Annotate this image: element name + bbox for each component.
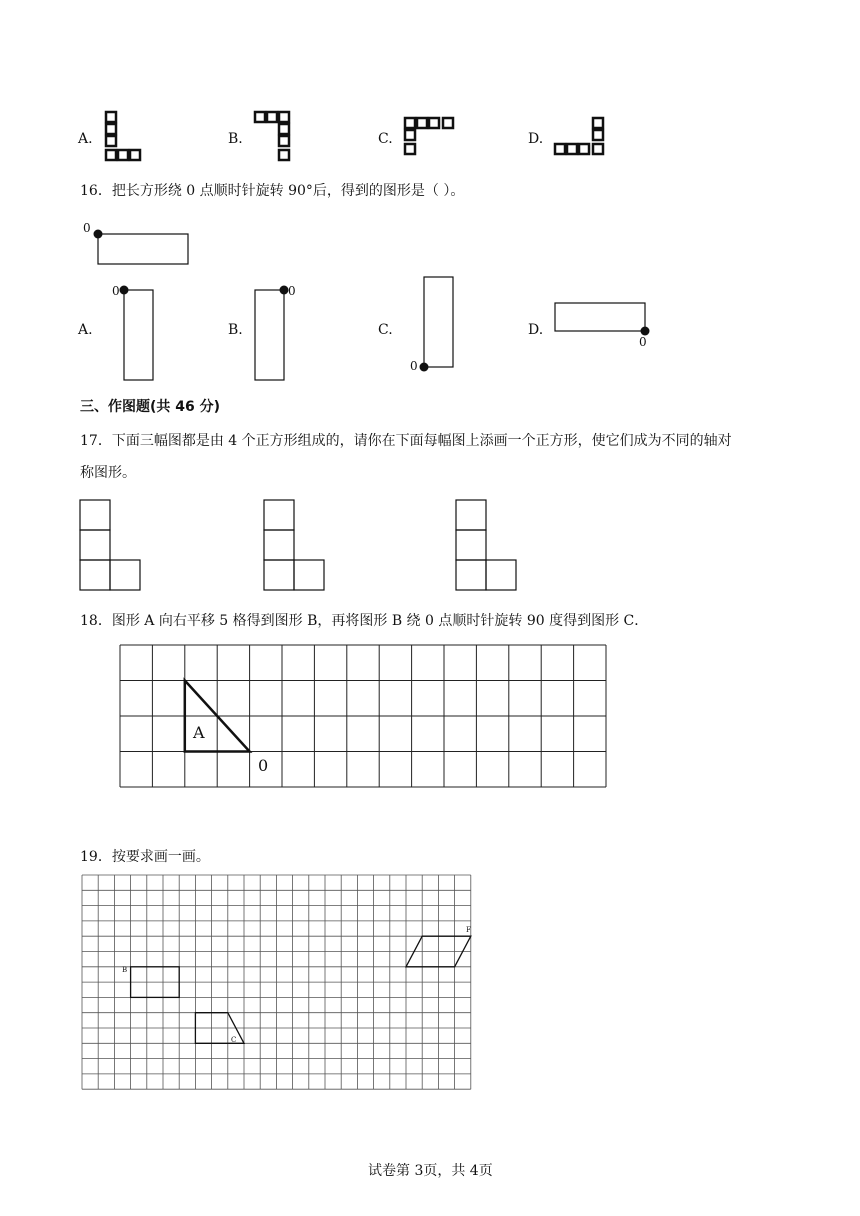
q17-figure-2	[264, 500, 326, 592]
q19-label-c: C	[231, 1036, 237, 1044]
q19-label-b: B	[122, 966, 128, 974]
q19-grid	[82, 875, 474, 1091]
q16-option-a-label: A.	[78, 322, 93, 338]
q17-question-line2: 称图形。	[80, 465, 136, 481]
q18-point-o-label: 0	[258, 756, 269, 775]
q17-figure-1	[80, 500, 142, 592]
q16-option-a-figure	[110, 284, 160, 384]
q16-option-d-figure	[550, 298, 660, 338]
q19-label-f: F	[466, 926, 471, 934]
q18-grid	[120, 645, 610, 790]
q19-grid-lines	[82, 875, 471, 1089]
q16-option-d-pivot: 0	[639, 335, 647, 349]
q16-option-c-pivot: 0	[410, 359, 418, 373]
q16-option-c-figure	[410, 272, 460, 372]
q15-option-b-figure	[253, 110, 295, 164]
q15-option-b-label: B.	[228, 131, 243, 147]
q16-option-b-label: B.	[228, 322, 243, 338]
q15-option-d-label: D.	[528, 131, 544, 147]
q16-question: 16．把长方形绕 0 点顺时针旋转 90°后，得到的图形是（ ）。	[80, 183, 465, 199]
q16-option-d-label: D.	[528, 322, 544, 338]
q16-option-b-pivot: 0	[288, 284, 296, 298]
q18-grid-lines	[120, 645, 606, 787]
q16-original-rectangle	[80, 222, 200, 272]
q16-option-b-figure	[250, 284, 300, 384]
page-footer: 试卷第 3页，共 4页	[368, 1163, 493, 1179]
q17-question-line1: 17．下面三幅图都是由 4 个正方形组成的，请你在下面每幅图上添画一个正方形，使它们成为不同的轴对	[80, 433, 732, 449]
q16-option-c-label: C.	[378, 322, 393, 338]
q18-question: 18．图形 A 向右平移 5 格得到图形 B，再将图形 B 绕 0 点顺时针旋转 90 度得到图形 C．	[80, 613, 649, 629]
section-heading: 三、作图题(共 46 分)	[80, 399, 221, 415]
q19-question: 19．按要求画一画。	[80, 849, 210, 865]
q15-option-a-label: A.	[78, 131, 93, 147]
q17-figure-3	[456, 500, 518, 592]
q18-shape-a-label: A	[193, 723, 205, 742]
q15-option-d-figure	[553, 116, 609, 160]
q16-option-a-pivot: 0	[112, 284, 120, 298]
q15-option-c-figure	[403, 116, 459, 160]
q15-option-a-figure	[104, 110, 146, 164]
q15-option-c-label: C.	[378, 131, 393, 147]
q16-pivot-label: 0	[83, 221, 91, 235]
